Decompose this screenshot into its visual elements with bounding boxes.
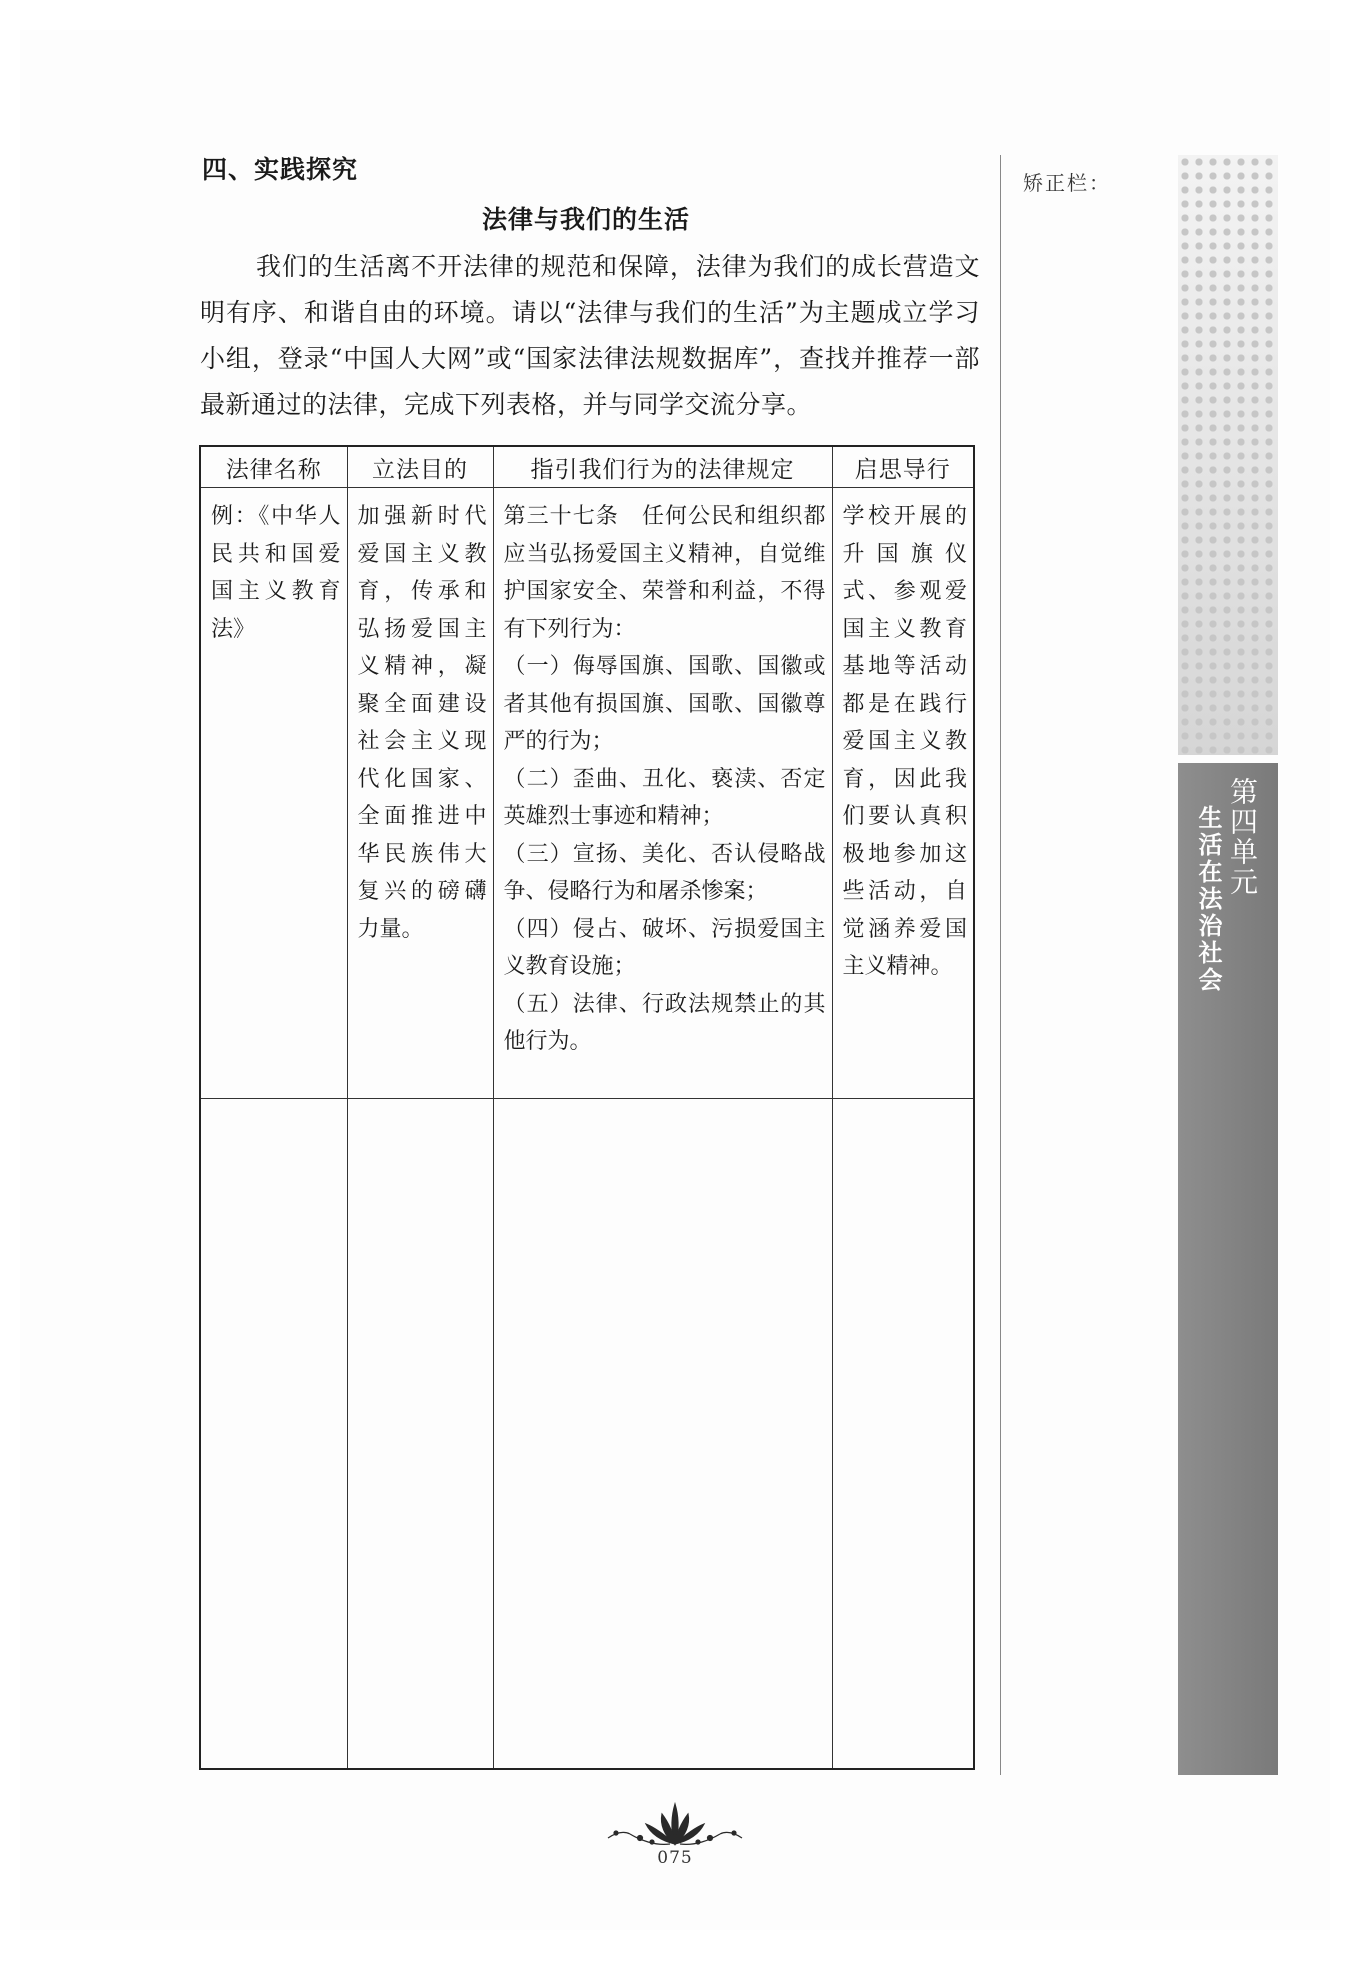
halftone-decoration	[1178, 155, 1278, 755]
blank-cell-legal-provisions[interactable]	[493, 1099, 832, 1770]
page-number: 075	[657, 1848, 693, 1868]
rule-item: （二）歪曲、丑化、亵渎、否定英雄烈士事迹和精神；	[503, 766, 826, 829]
law-worksheet-table	[199, 445, 975, 1770]
floral-ornament-icon	[600, 1800, 750, 1848]
rule-item: （五）法律、行政法规禁止的其他行为。	[503, 991, 826, 1054]
header-reflection: 启思导行	[832, 446, 974, 488]
article-text: 第三十七条 任何公民和组织都应当弘扬爱国主义精神，自觉维护国家安全、荣誉和利益，不得有下列行为：	[503, 504, 826, 642]
table-header-row	[200, 446, 974, 488]
table-row-example	[200, 488, 974, 1099]
activity-title: 法律与我们的生活	[481, 205, 690, 234]
blank-cell-reflection[interactable]	[832, 1099, 974, 1770]
blank-cell-purpose[interactable]	[347, 1099, 493, 1770]
correction-column	[1000, 155, 1146, 1775]
unit-number: 第四单元	[1226, 777, 1259, 897]
rule-item: （三）宣扬、美化、否认侵略战争、侵略行为和屠杀惨案；	[503, 841, 826, 904]
cell-law-name: 例：《中华人民共和国爱国主义教育法》	[200, 488, 347, 1099]
unit-title: 生活在法治社会	[1194, 805, 1222, 994]
rule-item: （四）侵占、破坏、污损爱国主义教育设施；	[503, 916, 826, 979]
table-row-blank	[200, 1099, 974, 1770]
header-legal-provisions: 指引我们行为的法律规定	[493, 446, 832, 488]
header-law-name: 法律名称	[200, 446, 347, 488]
unit-side-tab	[1178, 763, 1278, 1775]
rule-item: （一）侮辱国旗、国歌、国徽或者其他有损国旗、国歌、国徽尊严的行为；	[503, 654, 826, 754]
activity-intro-paragraph: 我们的生活离不开法律的规范和保障，法律为我们的成长营造文明有序、和谐自由的环境。请以“法律与我们的生活”为主题成立学习小组，登录“中国人大网”或“国家法律法规数据库”，查找并推荐一部最新通过的法律，完成下列表格，并与同学交流分享。	[200, 252, 980, 419]
correction-label: 矫正栏：	[1023, 171, 1111, 195]
header-legislative-purpose: 立法目的	[347, 446, 493, 488]
cell-purpose: 加强新时代爱国主义教育，传承和弘扬爱国主义精神，凝聚全面建设社会主义现代化国家、全面推进中华民族伟大复兴的磅礴力量。	[347, 488, 493, 1099]
blank-cell-law-name[interactable]	[200, 1099, 347, 1770]
cell-legal-provisions	[493, 488, 832, 1099]
section-heading: 四、实践探究	[202, 155, 359, 184]
cell-reflection: 学校开展的升国旗仪式、参观爱国主义教育基地等活动都是在践行爱国主义教育，因此我们要认真积极地参加这些活动，自觉涵养爱国主义精神。	[832, 488, 974, 1099]
